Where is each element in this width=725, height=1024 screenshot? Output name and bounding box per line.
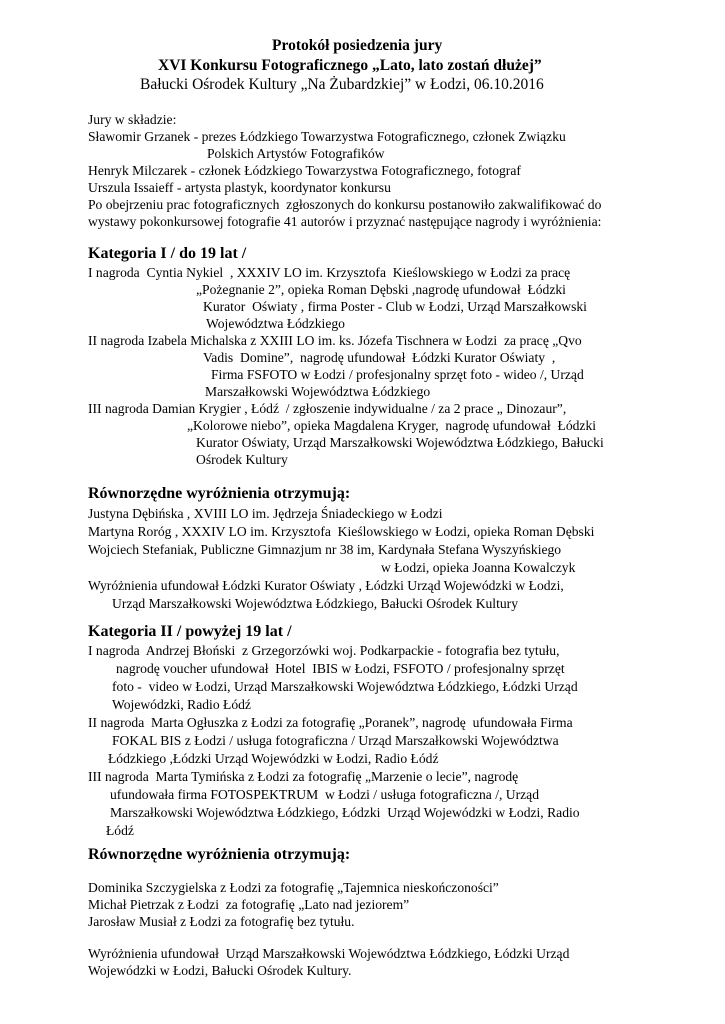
award-line: „Kolorowe niebo”, opieka Magdalena Kryger, nagrodę ufundował Łódzki: [187, 418, 597, 433]
distinction-line: Justyna Dębińska , XVIII LO im. Jędrzeja Śniadeckiego w Łodzi: [88, 506, 443, 521]
document-title: Protokół posiedzenia jury: [272, 37, 443, 54]
award-line: Łódź: [106, 823, 134, 838]
jury-member: Henryk Milczarek - członek Łódzkiego Towarzystwa Fotograficznego, fotograf: [88, 163, 521, 178]
award-line: Wojewódzki, Radio Łódź: [112, 697, 251, 712]
distinction-line: Michał Pietrzak z Łodzi za fotografię „Lato nad jeziorem”: [88, 897, 410, 912]
award-line: II nagroda Marta Ogłuszka z Łodzi za fotografię „Poranek”, nagrodę ufundowała Firma: [88, 715, 573, 730]
distinction-line: Urząd Marszałkowski Województwa Łódzkiego, Bałucki Ośrodek Kultury: [112, 596, 518, 611]
funding-note: Wyróżnienia ufundował Urząd Marszałkowski Województwa Łódzkiego, Łódzki Urząd: [88, 946, 570, 961]
distinction-line: w Łodzi, opieka Joanna Kowalczyk: [381, 560, 576, 575]
jury-decision: Po obejrzeniu prac fotograficznych zgłoszonych do konkursu postanowiło zakwalifikować do: [88, 197, 602, 212]
award-line: „Pożegnanie 2”, opieka Roman Dębski ,nagrodę ufundował Łódzki: [196, 282, 566, 297]
award-line: ufundowała firma FOTOSPEKTRUM w Łodzi / usługa fotograficzna /, Urząd: [110, 787, 539, 802]
contest-title: XVI Konkursu Fotograficznego „Lato, lato zostań dłużej”: [158, 57, 542, 74]
award-line: Łódzkiego ,Łódzki Urząd Wojewódzki w Łodzi, Radio Łódź: [108, 751, 439, 766]
award-line: foto - video w Łodzi, Urząd Marszałkowski Województwa Łódzkiego, Łódzki Urząd: [112, 679, 578, 694]
award-line: Kurator Oświaty , firma Poster - Club w Łodzi, Urząd Marszałkowski: [203, 299, 587, 314]
jury-intro: Jury w składzie:: [88, 112, 177, 127]
award-line: Województwa Łódzkiego: [206, 316, 345, 331]
award-line: Marszałkowski Województwa Łódzkiego: [205, 384, 431, 399]
award-line: I nagroda Andrzej Błoński z Grzegorzówki woj. Podkarpackie - fotografia bez tytułu,: [88, 643, 560, 658]
jury-member-cont: Polskich Artystów Fotografików: [207, 146, 385, 161]
distinction-line: Jarosław Musiał z Łodzi za fotografię bez tytułu.: [88, 914, 355, 929]
category-2-heading: Kategoria II / powyżej 19 lat /: [88, 623, 292, 640]
distinction-line: Wyróżnienia ufundował Łódzki Kurator Oświaty , Łódzki Urząd Wojewódzki w Łodzi,: [88, 578, 564, 593]
category-1-heading: Kategoria I / do 19 lat /: [88, 245, 247, 262]
jury-member: Sławomir Grzanek - prezes Łódzkiego Towarzystwa Fotograficznego, członek Związku: [88, 129, 566, 144]
award-line: III nagroda Damian Krygier , Łódź / zgłoszenie indywidualne / za 2 prace „ Dinozaur”,: [88, 401, 567, 416]
jury-member: Urszula Issaieff - artysta plastyk, koordynator konkursu: [88, 180, 391, 195]
distinctions-2-heading: Równorzędne wyróżnienia otrzymują:: [88, 846, 351, 863]
distinction-line: Martyna Roróg , XXXIV LO im. Krzysztofa Kieślowskiego w Łodzi, opieka Roman Dębski: [88, 524, 595, 539]
award-line: FOKAL BIS z Łodzi / usługa fotograficzna / Urząd Marszałkowski Województwa: [112, 733, 559, 748]
award-line: nagrodę voucher ufundował Hotel IBIS w Łodzi, FSFOTO / profesjonalny sprzęt: [116, 661, 565, 676]
distinction-line: Wojciech Stefaniak, Publiczne Gimnazjum nr 38 im, Kardynała Stefana Wyszyńskiego: [88, 542, 562, 557]
distinctions-1-heading: Równorzędne wyróżnienia otrzymują:: [88, 485, 351, 502]
award-line: Firma FSFOTO w Łodzi / profesjonalny sprzęt foto - wideo /, Urząd: [211, 367, 584, 382]
jury-decision: wystawy pokonkursowej fotografie 41 autorów i przyznać następujące nagrody i wyróżnienia:: [88, 214, 602, 229]
award-line: Ośrodek Kultury: [196, 452, 288, 467]
award-line: Kurator Oświaty, Urząd Marszałkowski Województwa Łódzkiego, Bałucki: [196, 435, 604, 450]
award-line: II nagroda Izabela Michalska z XXIII LO im. ks. Józefa Tischnera w Łodzi za pracę „Qvo: [88, 333, 582, 348]
award-line: Vadis Domine”, nagrodę ufundował Łódzki Kurator Oświaty ,: [203, 350, 556, 365]
funding-note: Wojewódzki w Łodzi, Bałucki Ośrodek Kultury.: [88, 963, 352, 978]
distinction-line: Dominika Szczygielska z Łodzi za fotografię „Tajemnica nieskończoności”: [88, 880, 499, 895]
award-line: I nagroda Cyntia Nykiel , XXXIV LO im. Krzysztofa Kieślowskiego w Łodzi za pracę: [88, 265, 571, 280]
award-line: III nagroda Marta Tymińska z Łodzi za fotografię „Marzenie o lecie”, nagrodę: [88, 769, 519, 784]
award-line: Marszałkowski Województwa Łódzkiego, Łódzki Urząd Wojewódzki w Łodzi, Radio: [110, 805, 580, 820]
venue-date: Bałucki Ośrodek Kultury „Na Żubardzkiej” w Łodzi, 06.10.2016: [140, 76, 544, 93]
